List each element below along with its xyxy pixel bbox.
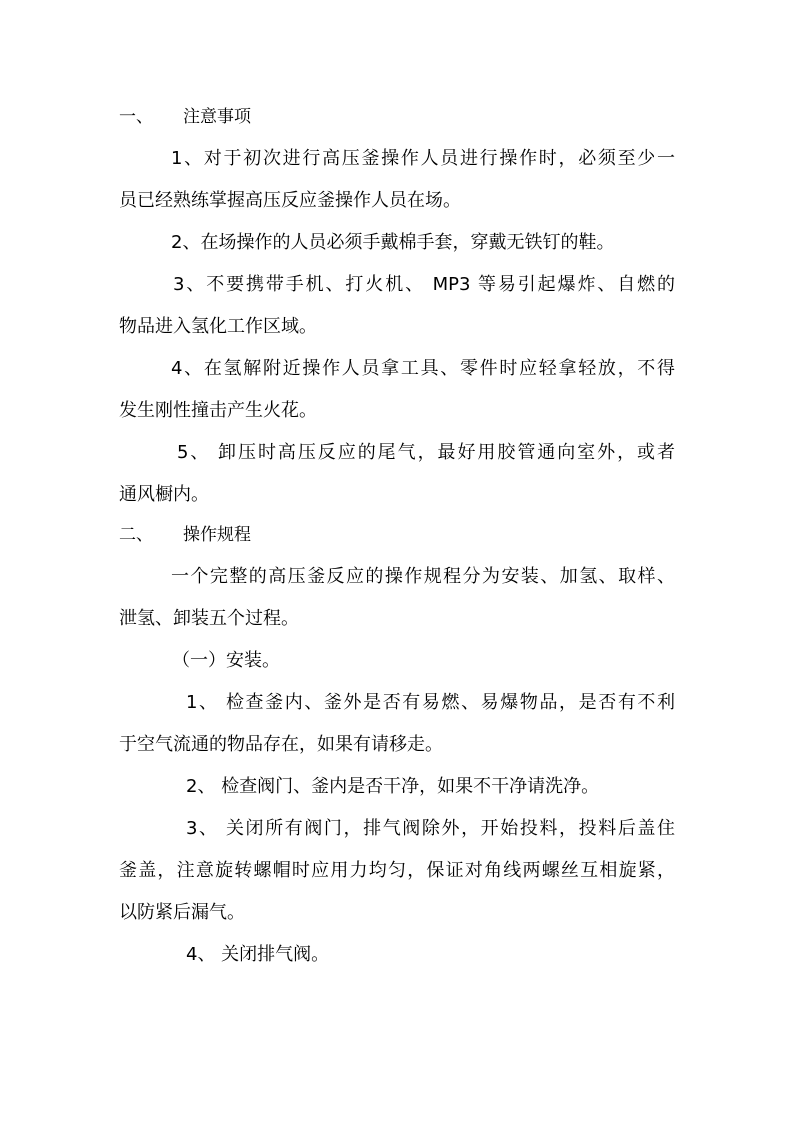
- section-number: 二、: [119, 525, 153, 545]
- section-number: 一、: [119, 107, 153, 127]
- paragraph-line: 2、 检查阀门、釜内是否干净，如果不干净请洗净。: [186, 776, 600, 797]
- paragraph-line: 4、在氢解附近操作人员拿工具、零件时应轻拿轻放，不得: [171, 358, 675, 379]
- paragraph-line: 泄氢、卸装五个过程。: [119, 608, 299, 629]
- paragraph-line: 4、 关闭排气阀。: [186, 944, 330, 965]
- subsection-heading: （一）安装。: [172, 650, 280, 671]
- paragraph-line: 1、对于初次进行高压釜操作人员进行操作时，必须至少一: [171, 148, 675, 169]
- paragraph-line: 2、在场操作的人员必须手戴棉手套，穿戴无铁钉的鞋。: [171, 232, 615, 253]
- section-title: 操作规程: [183, 525, 251, 545]
- paragraph-line: 以防紧后漏气。: [119, 902, 245, 923]
- section-heading-2: [119, 522, 679, 548]
- paragraph-line: 釜盖，注意旋转螺帽时应用力均匀，保证对角线两螺丝互相旋紧，: [119, 860, 675, 881]
- paragraph-line: 3、 关闭所有阀门，排气阀除外，开始投料，投料后盖住: [186, 818, 675, 839]
- paragraph-line: 5、 卸压时高压反应的尾气，最好用胶管通向室外，或者: [177, 442, 675, 463]
- paragraph-line: 发生刚性撞击产生火花。: [119, 400, 317, 421]
- section-heading-1: [119, 104, 679, 130]
- section-title: 注意事项: [183, 107, 251, 127]
- paragraph-line: 物品进入氢化工作区域。: [119, 316, 317, 337]
- paragraph-line: 员已经熟练掌握高压反应釜操作人员在场。: [119, 190, 461, 211]
- paragraph-line: 1、 检查釜内、釜外是否有易燃、易爆物品，是否有不利: [186, 692, 675, 713]
- paragraph-line: 一个完整的高压釜反应的操作规程分为安装、加氢、取样、: [171, 566, 675, 587]
- paragraph-line: 3、不要携带手机、打火机、 MP3 等易引起爆炸、自燃的: [173, 274, 675, 295]
- paragraph-line: 于空气流通的物品存在，如果有请移走。: [119, 734, 443, 755]
- paragraph-line: 通风橱内。: [119, 484, 209, 505]
